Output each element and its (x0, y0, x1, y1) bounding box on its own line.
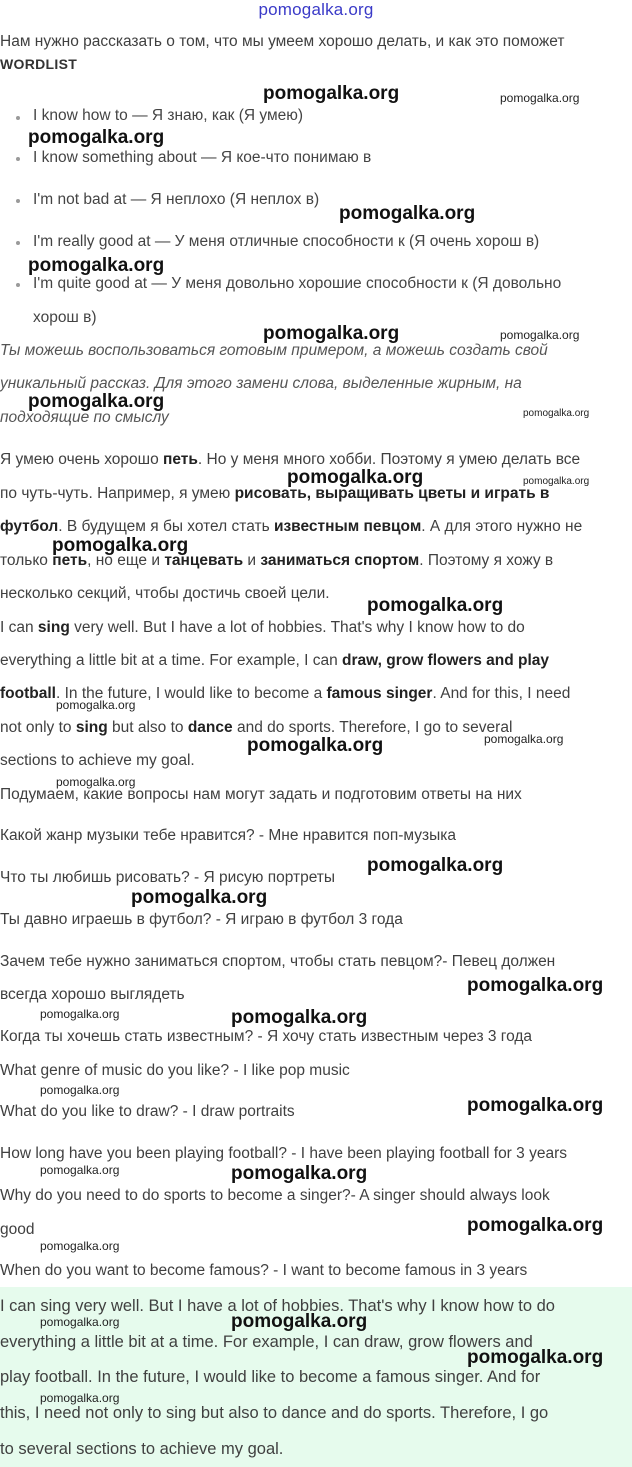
en-story-line: everything a little bit at a time. For example, I can draw, grow flowers and play (0, 652, 550, 669)
watermark: pomogalka.org (40, 1315, 120, 1329)
qa-line: Why do you need to do sports to become a singer?- A singer should always look (0, 1187, 550, 1204)
watermark: pomogalka.org (131, 887, 268, 908)
qa-line: good (0, 1221, 35, 1238)
wordlist-item: I'm really good at — У меня отличные способности к (Я очень хорош в) (33, 233, 540, 250)
site-title[interactable]: pomogalka.org (258, 0, 374, 19)
watermark: pomogalka.org (367, 855, 504, 876)
qa-line: Когда ты хочешь стать известным? - Я хочу стать известным через 3 года (0, 1028, 533, 1045)
instruction-line: уникальный рассказ. Для этого замени слова, выделенные жирным, на (0, 375, 522, 392)
watermark: pomogalka.org (231, 1311, 368, 1332)
answer-line: this, I need not only to sing but also to dance and do sports. Therefore, I go (0, 1404, 549, 1422)
watermark: pomogalka.org (523, 476, 590, 487)
qa-line: Какой жанр музыки тебе нравится? - Мне нравится поп-музыка (0, 827, 457, 844)
watermark: pomogalka.org (367, 595, 504, 616)
qa-line: What do you like to draw? - I draw portraits (0, 1103, 295, 1120)
qa-line: Подумаем, какие вопросы нам могут задать и подготовим ответы на них (0, 786, 522, 803)
bullet (16, 157, 20, 161)
watermark: pomogalka.org (467, 1215, 604, 1236)
watermark: pomogalka.org (40, 1239, 120, 1253)
en-story-line: I can sing very well. But I have a lot of hobbies. That's why I know how to do (0, 619, 525, 636)
watermark: pomogalka.org (500, 328, 580, 342)
watermark: pomogalka.org (467, 975, 604, 996)
wordlist-item: I know how to — Я знаю, как (Я умею) (33, 107, 304, 124)
watermark: pomogalka.org (28, 391, 165, 412)
answer-line: to several sections to achieve my goal. (0, 1440, 284, 1458)
watermark: pomogalka.org (40, 1391, 120, 1405)
watermark: pomogalka.org (467, 1095, 604, 1116)
ru-story-line: Я умею очень хорошо петь. Но у меня много хобби. Поэтому я умею делать все (0, 451, 581, 468)
wordlist-item: I'm not bad at — Я неплохо (Я неплох в) (33, 191, 320, 208)
ru-story-line: футбол. В будущем я бы хотел стать известным певцом. А для этого нужно не (0, 518, 583, 535)
ru-story-line: по чуть-чуть. Например, я умею рисовать, выращивать цветы и играть в (0, 485, 550, 502)
watermark: pomogalka.org (52, 535, 189, 556)
qa-line: всегда хорошо выглядеть (0, 986, 185, 1003)
watermark: pomogalka.org (40, 1007, 120, 1021)
watermark: pomogalka.org (231, 1007, 368, 1028)
qa-line: Ты давно играешь в футбол? - Я играю в футбол 3 года (0, 911, 403, 928)
watermark: pomogalka.org (56, 775, 136, 789)
bullet (16, 283, 20, 287)
wordlist-title: WORDLIST (0, 56, 78, 72)
ru-story-line: только петь, но еще и танцевать и заниматься спортом. Поэтому я хожу в (0, 552, 554, 569)
watermark: pomogalka.org (339, 203, 476, 224)
answer-line: everything a little bit at a time. For example, I can draw, grow flowers and (0, 1333, 533, 1351)
watermark: pomogalka.org (40, 1083, 120, 1097)
instruction-line: подходящие по смыслу (0, 409, 169, 426)
watermark: pomogalka.org (231, 1163, 368, 1184)
en-story-line: football. In the future, I would like to become a famous singer. And for this, I need (0, 685, 571, 702)
ru-story-line: несколько секций, чтобы достичь своей цели. (0, 585, 330, 602)
watermark: pomogalka.org (484, 732, 564, 746)
qa-line: Зачем тебе нужно заниматься спортом, чтобы стать певцом?- Певец должен (0, 953, 556, 970)
answer-line: play football. In the future, I would like to become a famous singer. And for (0, 1368, 541, 1386)
wordlist-item: I know something about — Я кое-что понимаю в (33, 149, 372, 166)
bullet (16, 241, 20, 245)
watermark: pomogalka.org (40, 1163, 120, 1177)
qa-line: Что ты любишь рисовать? - Я рисую портреты (0, 869, 336, 886)
bullet (16, 199, 20, 203)
watermark: pomogalka.org (287, 467, 424, 488)
answer-line: I can sing very well. But I have a lot of hobbies. That's why I know how to do (0, 1297, 555, 1315)
bullet (16, 116, 20, 120)
watermark: pomogalka.org (28, 127, 165, 148)
watermark: pomogalka.org (56, 698, 136, 712)
watermark: pomogalka.org (467, 1347, 604, 1368)
watermark: pomogalka.org (247, 735, 384, 756)
qa-line: How long have you been playing football? - I have been playing football for 3 years (0, 1145, 567, 1162)
wordlist-item-cont: хорош в) (33, 309, 97, 326)
en-story-line: sections to achieve my goal. (0, 752, 195, 769)
watermark: pomogalka.org (263, 83, 400, 104)
intro-text: Нам нужно рассказать о том, что мы умеем хорошо делать, и как это поможет (0, 33, 565, 50)
watermark: pomogalka.org (28, 255, 165, 276)
watermark: pomogalka.org (263, 323, 400, 344)
watermark: pomogalka.org (523, 408, 590, 419)
qa-line: When do you want to become famous? - I want to become famous in 3 years (0, 1262, 528, 1279)
qa-line: What genre of music do you like? - I like pop music (0, 1062, 350, 1079)
wordlist-item: I'm quite good at — У меня довольно хорошие способности к (Я довольно (33, 275, 562, 292)
en-story-line: not only to sing but also to dance and do sports. Therefore, I go to several (0, 719, 513, 736)
watermark: pomogalka.org (500, 91, 580, 105)
instruction-line: Ты можешь воспользоваться готовым примером, а можешь создать свой (0, 342, 548, 359)
